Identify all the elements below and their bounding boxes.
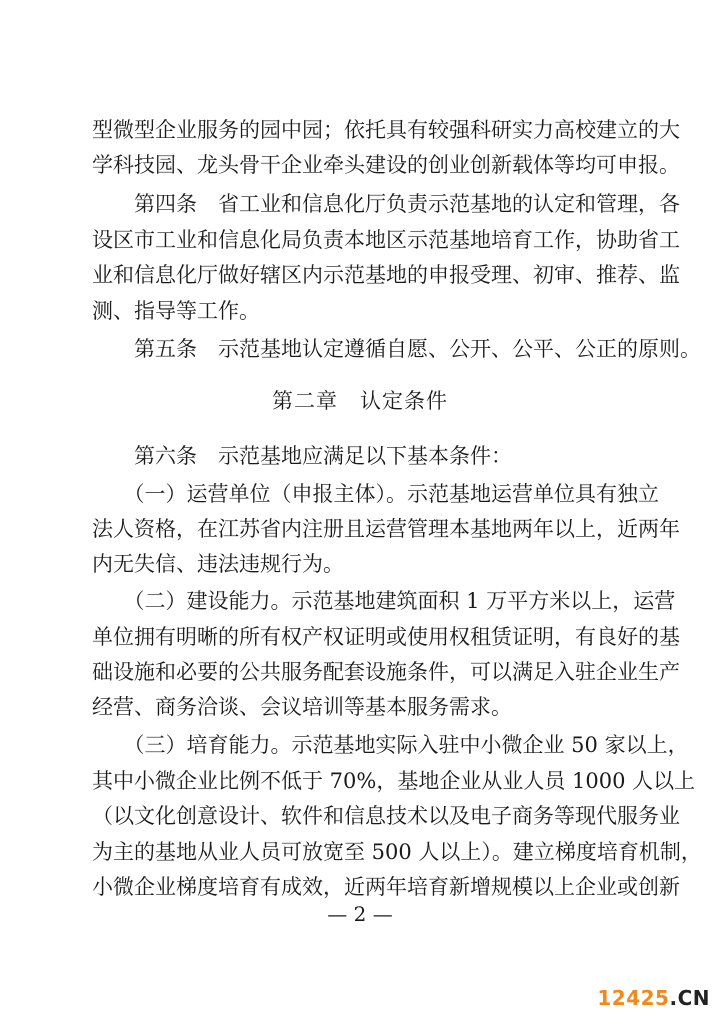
- paragraph-line: 内无失信、违法违规行为。: [92, 552, 344, 576]
- page-number: — 2 —: [327, 902, 393, 926]
- paragraph-line: 单位拥有明晰的所有权产权证明或使用权租赁证明，有良好的基: [92, 625, 680, 649]
- paragraph-line: 为主的基地从业人员可放宽至 500 人以上）。建立梯度培育机制，: [92, 840, 702, 864]
- paragraph-line: （一）运营单位（申报主体）。示范基地运营单位具有独立: [92, 482, 659, 506]
- paragraph-line: 设区市工业和信息化局负责本地区示范基地培育工作，协助省工: [92, 228, 680, 252]
- paragraph-line: 第六条 示范基地应满足以下基本条件：: [92, 444, 512, 468]
- site-watermark: [597, 986, 710, 1010]
- paragraph-line: 学科技园、龙头骨干企业牵头建设的创业创新载体等均可申报。: [92, 153, 680, 177]
- paragraph-line: （三）培育能力。示范基地实际入驻中小微企业 50 家以上，: [92, 733, 689, 757]
- paragraph-line: 经营、商务洽谈、会议培训等基本服务需求。: [92, 695, 512, 719]
- paragraph-line: 小微企业梯度培育有成效，近两年培育新增规模以上企业或创新: [92, 875, 680, 899]
- watermark-number: 12425: [597, 986, 670, 1010]
- paragraph-line: 第四条 省工业和信息化厅负责示范基地的认定和管理，各: [92, 192, 680, 216]
- paragraph-line: 第五条 示范基地认定遵循自愿、公开、公平、公正的原则。: [92, 337, 701, 361]
- watermark-domain: .CN: [669, 986, 710, 1010]
- paragraph-line: 础设施和必要的公共服务配套设施条件，可以满足入驻企业生产: [92, 660, 680, 684]
- paragraph-line: 业和信息化厅做好辖区内示范基地的申报受理、初审、推荐、监: [92, 263, 680, 287]
- chapter-heading: 第二章 认定条件: [272, 389, 448, 413]
- paragraph-line: 其中小微企业比例不低于 70%，基地企业从业人员 1000 人以上: [92, 769, 696, 793]
- paragraph-line: 法人资格，在江苏省内注册且运营管理本基地两年以上，近两年: [92, 517, 680, 541]
- paragraph-line: 型微型企业服务的园中园；依托具有较强科研实力高校建立的大: [92, 118, 680, 142]
- paragraph-line: （以文化创意设计、软件和信息技术以及电子商务等现代服务业: [92, 804, 680, 828]
- paragraph-line: （二）建设能力。示范基地建筑面积 1 万平方米以上，运营: [92, 589, 676, 613]
- paragraph-line: 测、指导等工作。: [92, 299, 260, 323]
